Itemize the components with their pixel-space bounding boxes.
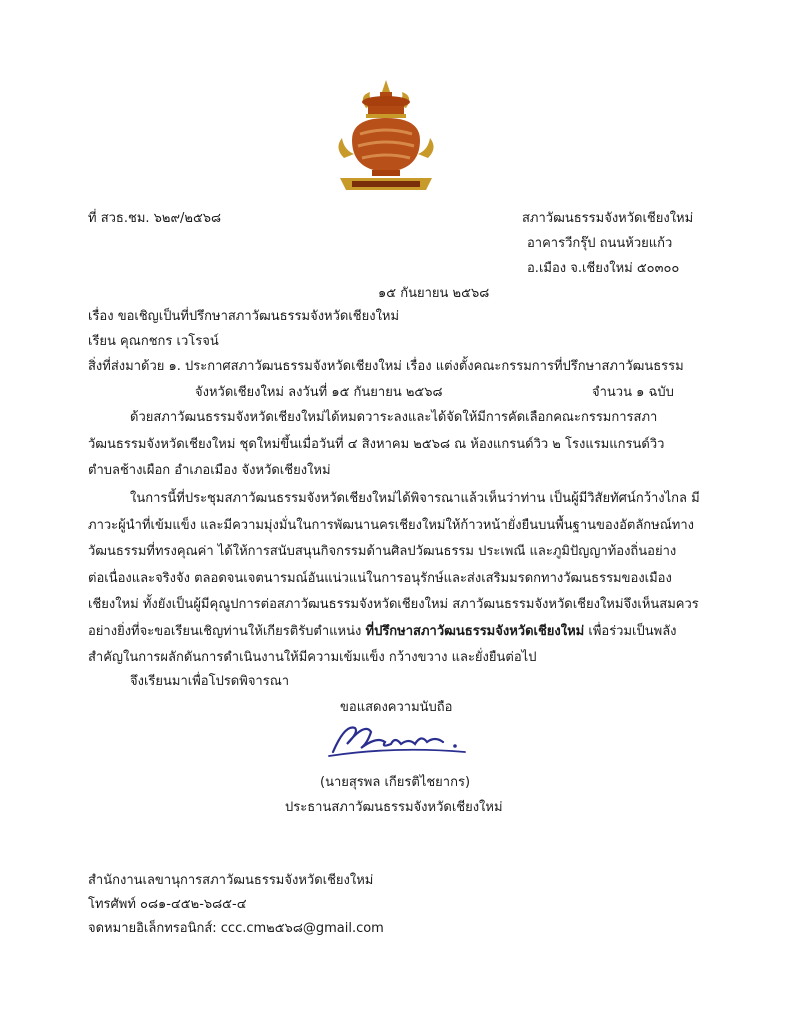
signatory-name: (นายสุรพล เกียรติไชยากร): [320, 775, 471, 790]
paragraph-line: ตำบลช้างเผือก อำเภอเมือง จังหวัดเชียงใหม่: [88, 463, 331, 478]
sender-address-line1: อาคารวีกรุ๊ป ถนนห้วยแก้ว: [527, 236, 673, 251]
salutation: เรียน คุณกชกร เวโรจน์: [88, 334, 219, 349]
paragraph-line: สำคัญในการผลักดันการดำเนินงานให้มีความเข้มแข็ง กว้างขวาง และยั่งยืนต่อไป: [88, 650, 537, 665]
sender-org-name: สภาวัฒนธรรมจังหวัดเชียงใหม่: [522, 211, 694, 226]
advisor-position-emphasis: ที่ปรึกษาสภาวัฒนธรรมจังหวัดเชียงใหม่: [365, 623, 585, 639]
paragraph-line: วัฒนธรรมจังหวัดเชียงใหม่ ชุดใหม่ขึ้นเมื่อวันที่ ๔ สิงหาคม ๒๕๖๘ ณ ห้องแกรนด์วิว ๒ โรงแรมแกรนด์วิว: [88, 436, 665, 452]
footer-office: สำนักงานเลขานุการสภาวัฒนธรรมจังหวัดเชียงใหม่: [88, 873, 374, 888]
paragraph-line: ในการนี้ที่ประชุมสภาวัฒนธรรมจังหวัดเชียงใหม่ได้พิจารณาแล้วเห็นว่าท่าน เป็นผู้มีวิสัยทัศน์กว้างไกล มี: [130, 491, 700, 506]
ornamental-pot-emblem-icon: [330, 78, 442, 196]
complimentary-close: ขอแสดงความนับถือ: [340, 700, 453, 715]
paragraph-line: วัฒนธรรมที่ทรงคุณค่า ได้ให้การสนับสนุนกิจกรรมด้านศิลปวัฒนธรรม ประเพณี และภูมิปัญญาท้องถิ่นอย่าง: [88, 544, 677, 559]
footer-email: จดหมายอิเล็กทรอนิกส์: ccc.cm๒๕๖๘@gmail.com: [88, 921, 384, 936]
reference-number: ที่ สวธ.ชม. ๖๒๙/๒๕๖๘: [88, 211, 222, 226]
paragraph-line: ต่อเนื่องและจริงจัง ตลอดจนเจตนารมณ์อันแน่วแน่ในการอนุรักษ์และส่งเสริมมรดกทางวัฒนธรรมของเมือง: [88, 570, 672, 586]
enclosure-line2: จังหวัดเชียงใหม่ ลงวันที่ ๑๕ กันยายน ๒๕๖๘: [195, 385, 443, 400]
subject-line: เรื่อง ขอเชิญเป็นที่ปรึกษาสภาวัฒนธรรมจังหวัดเชียงใหม่: [88, 309, 400, 324]
sender-address-line2: อ.เมือง จ.เชียงใหม่ ๕๐๓๐๐: [527, 261, 680, 276]
paragraph-line: เชียงใหม่ ทั้งยังเป็นผู้มีคุณูปการต่อสภาวัฒนธรรมจังหวัดเชียงใหม่ สภาวัฒนธรรมจังหวัดเชียงใหม่จึงเห็นสมควร: [88, 597, 699, 612]
signatory-position: ประธานสภาวัฒนธรรมจังหวัดเชียงใหม่: [285, 800, 503, 815]
body-paragraph-2: [88, 486, 708, 672]
body-paragraph-1: [88, 405, 708, 485]
paragraph-line: ด้วยสภาวัฒนธรรมจังหวัดเชียงใหม่ได้หมดวาระลงและได้จัดให้มีการคัดเลือกคณะกรรมการสภา: [130, 410, 658, 425]
paragraph-line: [88, 619, 708, 646]
enclosure-count: จำนวน ๑ ฉบับ: [592, 385, 674, 400]
invitation-text: อย่างยิ่งที่จะขอเรียนเชิญท่านให้เกียรติรับตำแหน่ง: [88, 623, 366, 639]
enclosure-line1: สิ่งที่ส่งมาด้วย ๑. ประกาศสภาวัฒนธรรมจังหวัดเชียงใหม่ เรื่อง แต่งตั้งคณะกรรมการที่ปรึกษาสภาวัฒนธรรม: [88, 359, 684, 374]
paragraph-line: ภาวะผู้นำที่เข้มแข็ง และมีความมุ่งมั่นในการพัฒนานครเชียงใหม่ให้ก้าวหน้ายั่งยืนบนพื้นฐานของอัตลักษณ์ทาง: [88, 517, 695, 533]
closing-request: จึงเรียนมาเพื่อโปรดพิจารณา: [130, 674, 290, 689]
handwritten-signature-icon: [325, 714, 475, 764]
invitation-text-end: เพื่อร่วมเป็นพลัง: [584, 623, 677, 639]
footer-phone: โทรศัพท์ ๐๘๑-๔๕๒-๖๘๕-๔: [88, 897, 247, 912]
letter-date: ๑๕ กันยายน ๒๕๖๘: [378, 286, 490, 301]
